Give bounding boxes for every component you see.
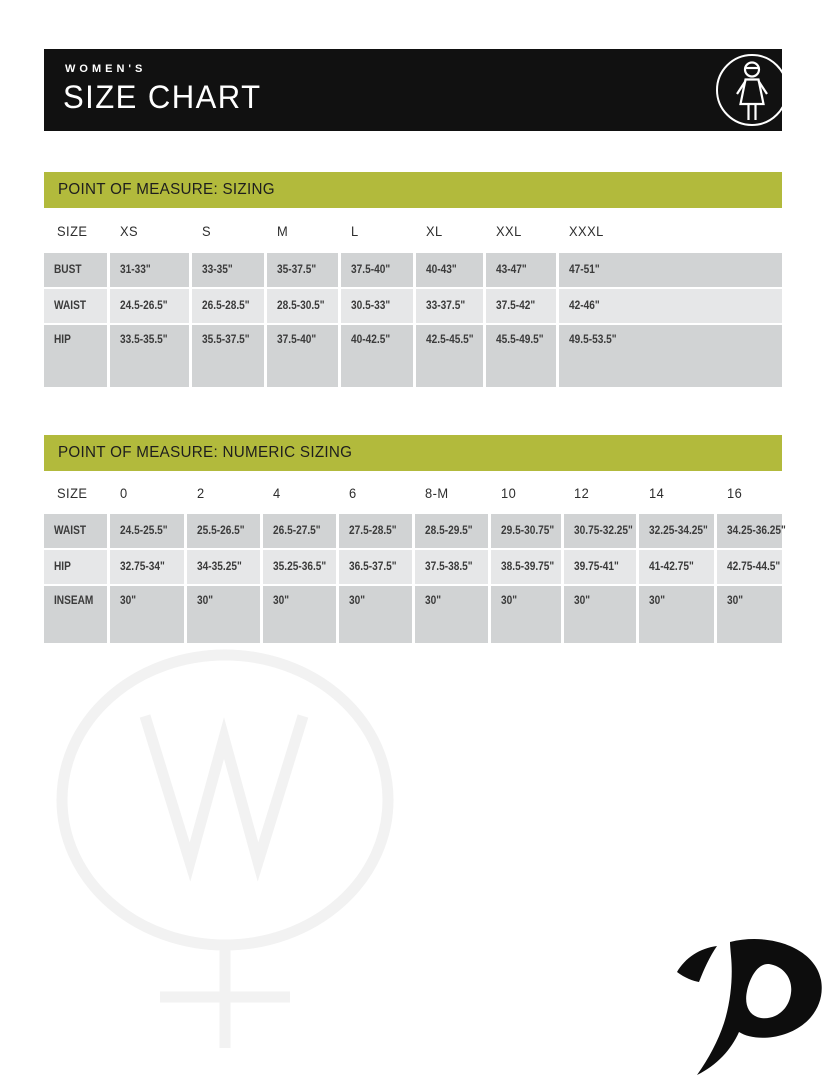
measurement-cell: 45.5-49.5" xyxy=(486,325,556,387)
column-header: XXL xyxy=(496,222,522,239)
column-header: 10 xyxy=(501,484,517,501)
column-header: XS xyxy=(120,222,139,239)
row-label: WAIST xyxy=(44,289,107,323)
measurement-cell: 47-51" xyxy=(559,253,782,287)
measurement-cell: 42-46" xyxy=(559,289,782,323)
measurement-cell: 27.5-28.5" xyxy=(339,514,412,548)
measurement-cell: 30" xyxy=(110,586,184,643)
measurement-cell: 30" xyxy=(187,586,260,643)
row-label: INSEAM xyxy=(44,586,107,643)
table-body xyxy=(44,253,782,387)
column-header: 8-M xyxy=(425,484,449,501)
column-header: L xyxy=(351,222,359,239)
measurement-cell: 39.75-41" xyxy=(564,550,636,584)
measurement-cell: 37.5-38.5" xyxy=(415,550,488,584)
table-header-row xyxy=(44,208,782,253)
section-title: POINT OF MEASURE: SIZING xyxy=(58,181,275,198)
measurement-cell: 42.5-45.5" xyxy=(416,325,483,387)
column-header: S xyxy=(202,222,212,239)
measurement-cell: 24.5-26.5" xyxy=(110,289,189,323)
table-body xyxy=(44,514,786,643)
column-header: 2 xyxy=(197,484,205,501)
measurement-cell: 26.5-28.5" xyxy=(192,289,264,323)
measurement-cell: 40-42.5" xyxy=(341,325,413,387)
table-row xyxy=(44,550,782,584)
measurement-cell: 33.5-35.5" xyxy=(110,325,189,387)
measurement-cell: 30" xyxy=(263,586,336,643)
measurement-cell: 33-35" xyxy=(192,253,264,287)
measurement-cell: 37.5-42" xyxy=(486,289,556,323)
size-column-header: SIZE xyxy=(57,484,88,501)
measurement-cell: 36.5-37.5" xyxy=(339,550,412,584)
row-label: WAIST xyxy=(44,514,107,548)
measurement-cell: 24.5-25.5" xyxy=(110,514,184,548)
column-header: 12 xyxy=(574,484,590,501)
measurement-cell: 38.5-39.75" xyxy=(491,550,561,584)
measurement-cell: 35.25-36.5" xyxy=(263,550,336,584)
header-kicker: WOMEN'S xyxy=(65,63,147,75)
table-row xyxy=(44,514,786,548)
measurement-cell: 32.75-34" xyxy=(110,550,184,584)
column-header: 0 xyxy=(120,484,128,501)
measurement-cell: 31-33" xyxy=(110,253,189,287)
measurement-cell: 40-43" xyxy=(416,253,483,287)
section-title-bar xyxy=(44,435,782,471)
measurement-cell: 35.5-37.5" xyxy=(192,325,264,387)
column-header: M xyxy=(277,222,289,239)
size-column-header: SIZE xyxy=(57,222,88,239)
table-row xyxy=(44,586,782,643)
column-header: 14 xyxy=(649,484,665,501)
measurement-cell: 30" xyxy=(339,586,412,643)
column-header: 16 xyxy=(727,484,743,501)
column-header: 4 xyxy=(273,484,281,501)
measurement-cell: 25.5-26.5" xyxy=(187,514,260,548)
section-title-bar xyxy=(44,172,782,208)
row-label: HIP xyxy=(44,325,107,387)
column-header: XXXL xyxy=(569,222,604,239)
section-title: POINT OF MEASURE: NUMERIC SIZING xyxy=(58,444,353,461)
measurement-cell: 30.5-33" xyxy=(341,289,413,323)
measurement-cell: 26.5-27.5" xyxy=(263,514,336,548)
measurement-cell: 33-37.5" xyxy=(416,289,483,323)
measurement-cell: 30" xyxy=(717,586,782,643)
measurement-cell: 34-35.25" xyxy=(187,550,260,584)
measurement-cell: 35-37.5" xyxy=(267,253,338,287)
row-label: BUST xyxy=(44,253,107,287)
measurement-cell: 28.5-30.5" xyxy=(267,289,338,323)
measurement-cell: 30" xyxy=(491,586,561,643)
measurement-cell: 32.25-34.25" xyxy=(639,514,714,548)
table-row xyxy=(44,253,782,287)
measurement-cell: 28.5-29.5" xyxy=(415,514,488,548)
measurement-cell: 29.5-30.75" xyxy=(491,514,561,548)
column-header: 6 xyxy=(349,484,357,501)
column-header: XL xyxy=(426,222,443,239)
measurement-cell: 42.75-44.5" xyxy=(717,550,782,584)
measurement-cell: 30.75-32.25" xyxy=(564,514,636,548)
header-bar xyxy=(44,49,782,131)
measurement-cell: 30" xyxy=(639,586,714,643)
measurement-cell: 34.25-36.25" xyxy=(717,514,782,548)
female-symbol-watermark xyxy=(40,630,420,1060)
measurement-cell: 30" xyxy=(564,586,636,643)
woman-figure-icon xyxy=(714,52,782,128)
table-row xyxy=(44,289,782,323)
section-sizing xyxy=(44,172,782,389)
measurement-cell: 49.5-53.5" xyxy=(559,325,782,387)
measurement-cell: 30" xyxy=(415,586,488,643)
pearl-izumi-logo xyxy=(655,938,835,1078)
row-label: HIP xyxy=(44,550,107,584)
table-header-row xyxy=(44,471,782,514)
page-title: SIZE CHART xyxy=(63,79,262,115)
measurement-cell: 37.5-40" xyxy=(341,253,413,287)
measurement-cell: 41-42.75" xyxy=(639,550,714,584)
section-numeric-sizing xyxy=(44,435,786,645)
table-row xyxy=(44,325,782,387)
measurement-cell: 43-47" xyxy=(486,253,556,287)
measurement-cell: 37.5-40" xyxy=(267,325,338,387)
